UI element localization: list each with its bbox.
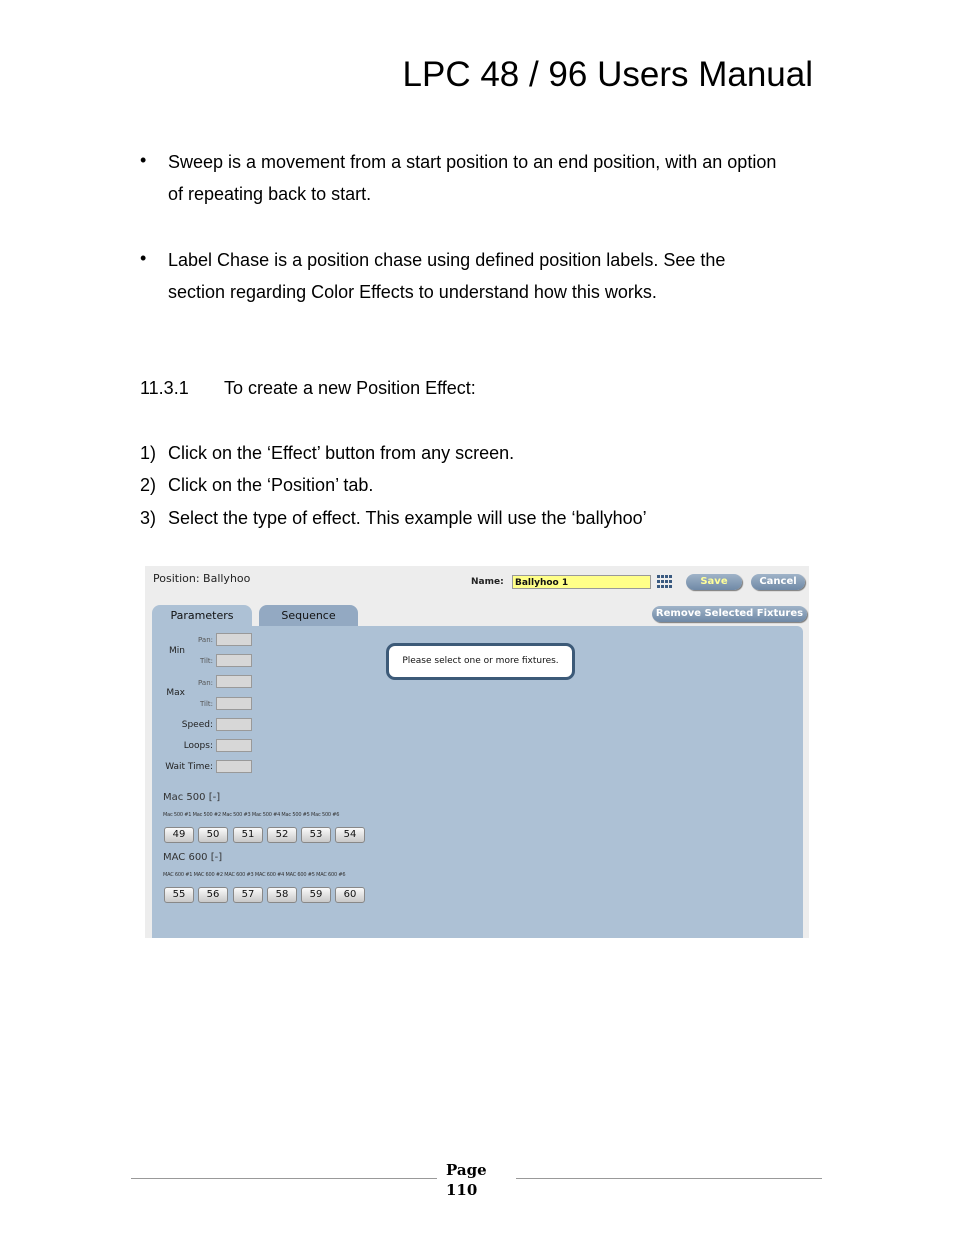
keypad-icon[interactable] [657, 575, 673, 588]
max-pan-field[interactable] [216, 675, 252, 688]
page-number [446, 1160, 487, 1200]
max-tilt-label: Tilt: [199, 700, 213, 708]
tab-parameters[interactable]: Parameters [152, 605, 252, 627]
max-label: Max [166, 688, 185, 698]
loops-label: Loops: [183, 741, 213, 751]
section-number: 11.3.1 [140, 378, 189, 398]
fixture-button[interactable]: 60 [335, 887, 365, 903]
page-label: Page [446, 1161, 487, 1179]
bullet-line: of repeating back to start. [168, 184, 372, 204]
step-text: Click on the ‘Position’ tab. [168, 475, 374, 495]
min-pan-label: Pan: [198, 636, 213, 644]
bullet-line: section regarding Color Effects to understand how this works. [168, 282, 657, 302]
fixture-button[interactable]: 56 [198, 887, 228, 903]
footer-rule-left [131, 1178, 437, 1179]
speed-field[interactable] [216, 718, 252, 731]
section-title: To create a new Position Effect: [224, 378, 476, 398]
max-tilt-field[interactable] [216, 697, 252, 710]
page-number-value: 110 [446, 1181, 478, 1199]
footer-rule-right [516, 1178, 822, 1179]
step-number: 2) [140, 475, 157, 495]
min-tilt-label: Tilt: [199, 657, 213, 665]
loops-field[interactable] [216, 739, 252, 752]
wait-time-label: Wait Time: [165, 762, 213, 772]
fixture-button[interactable]: 54 [335, 827, 365, 843]
bullet-line: Sweep is a movement from a start position to an end position, with an option [168, 152, 777, 172]
remove-selected-fixtures-button[interactable]: Remove Selected Fixtures [652, 606, 807, 622]
group-name[interactable]: MAC 600 [-] [163, 852, 223, 863]
step-text: Select the type of effect. This example will use the ‘ballyhoo’ [168, 508, 647, 528]
step-text: Click on the ‘Effect’ button from any screen. [168, 443, 515, 463]
fixture-button[interactable]: 55 [164, 887, 194, 903]
fixture-button[interactable]: 51 [233, 827, 263, 843]
bullet-line: Label Chase is a position chase using defined position labels. See the [168, 250, 726, 270]
step-number: 3) [140, 508, 157, 528]
group-name[interactable]: Mac 500 [-] [163, 792, 221, 803]
tab-sequence[interactable]: Sequence [259, 605, 358, 627]
fixture-button[interactable]: 53 [301, 827, 331, 843]
wait-time-field[interactable] [216, 760, 252, 773]
no-selection-message: Please select one or more fixtures. [386, 643, 575, 680]
fixture-button[interactable]: 58 [267, 887, 297, 903]
effect-editor-screenshot [145, 566, 809, 938]
fixture-button[interactable]: 49 [164, 827, 194, 843]
name-input[interactable]: Ballyhoo 1 [512, 575, 651, 589]
cancel-button[interactable]: Cancel [751, 574, 805, 590]
bullet-symbol: • [140, 150, 147, 170]
effect-title: Position: Ballyhoo [153, 572, 251, 585]
min-pan-field[interactable] [216, 633, 252, 646]
name-label: Name: [471, 577, 504, 587]
speed-label: Speed: [181, 720, 213, 730]
fixture-name-list: Mac 500 #1 Mac 500 #2 Mac 500 #3 Mac 500 #4 Mac 500 #5 Mac 500 #6 [163, 812, 340, 818]
save-button[interactable]: Save [686, 574, 742, 590]
bullet-paragraph [168, 244, 818, 308]
min-label: Min [169, 646, 185, 656]
fixture-name-list: MAC 600 #1 MAC 600 #2 MAC 600 #3 MAC 600 #4 MAC 600 #5 MAC 600 #6 [163, 872, 346, 878]
fixture-button[interactable]: 50 [198, 827, 228, 843]
min-tilt-field[interactable] [216, 654, 252, 667]
fixture-button[interactable]: 59 [301, 887, 331, 903]
step-number: 1) [140, 443, 157, 463]
fixture-button[interactable]: 52 [267, 827, 297, 843]
max-pan-label: Pan: [198, 679, 213, 687]
bullet-paragraph [168, 146, 818, 210]
document-title: LPC 48 / 96 Users Manual [402, 55, 813, 94]
bullet-symbol: • [140, 248, 147, 268]
fixture-button[interactable]: 57 [233, 887, 263, 903]
